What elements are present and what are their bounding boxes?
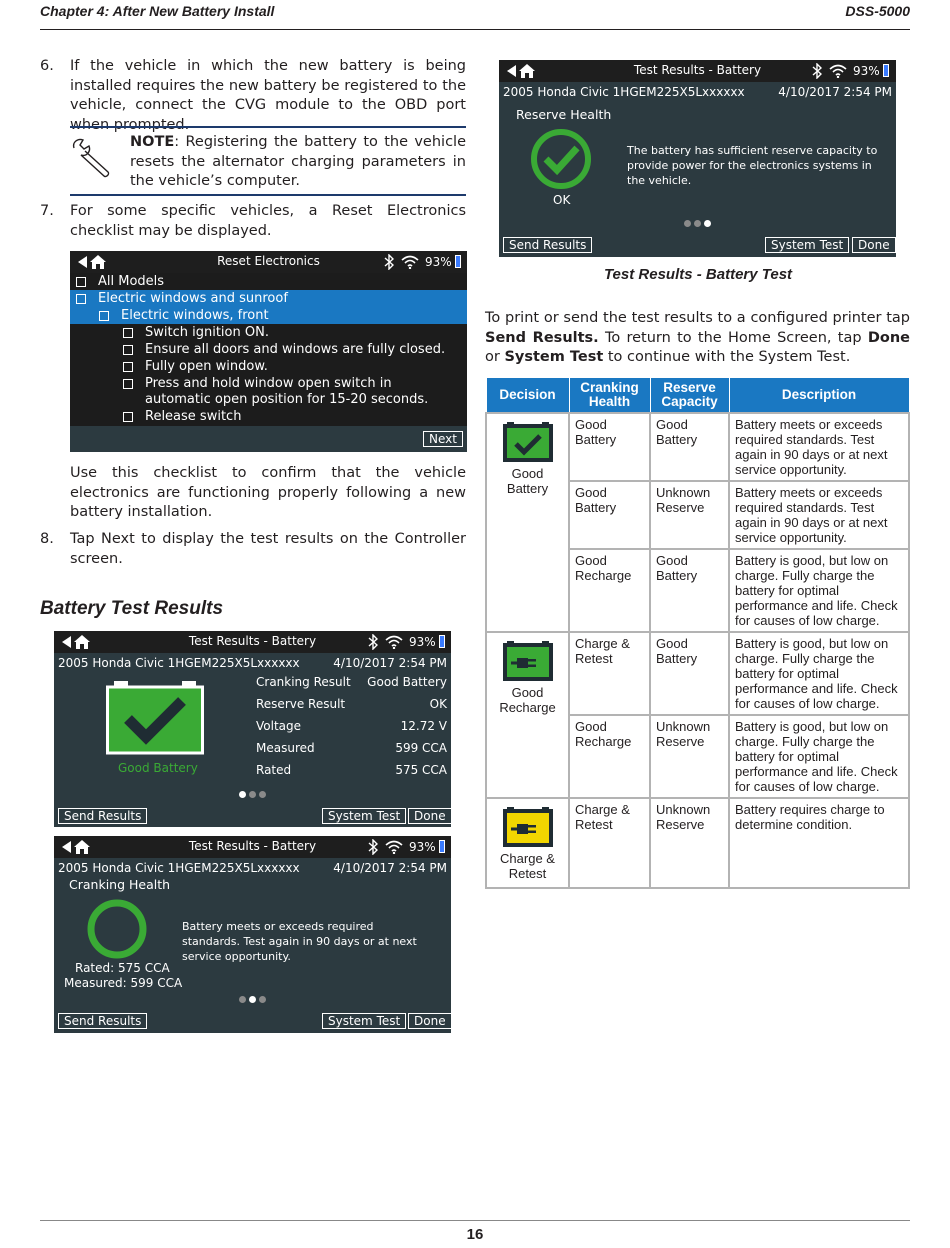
table-row: [486, 632, 909, 715]
reserve-cell: Good Battery: [650, 413, 729, 481]
status-bar: [70, 251, 467, 273]
bluetooth-icon: [812, 63, 822, 79]
screen-title: Reset Electronics: [217, 254, 320, 268]
checklist-item[interactable]: Fully open window.: [123, 359, 268, 375]
send-results-button[interactable]: Send Results: [58, 1013, 147, 1029]
cranking-gauge-icon: [86, 898, 148, 960]
step-text: For some specific vehicles, a Reset Electronics checklist may be displayed.: [70, 203, 466, 239]
bluetooth-icon: [368, 634, 378, 650]
battery-percent: 93%: [409, 635, 436, 649]
result-value: 575 CCA: [395, 763, 447, 777]
ok-check-icon: [530, 128, 592, 190]
panel-heading: Cranking Health: [69, 877, 171, 892]
wifi-icon: [829, 64, 847, 78]
column-header: Description: [729, 378, 909, 414]
section-heading: Battery Test Results: [40, 598, 224, 619]
page-indicator[interactable]: [684, 220, 711, 227]
column-header: Decision: [486, 378, 569, 414]
result-value: 599 CCA: [395, 741, 447, 755]
test-results-screen: [54, 631, 451, 827]
wifi-icon: [401, 255, 419, 269]
product-name: DSS-5000: [845, 3, 910, 19]
result-value: OK: [429, 697, 447, 711]
checklist-item[interactable]: Electric windows and sunroof: [76, 291, 288, 307]
header-rule: [40, 29, 910, 30]
decision-cell: [486, 413, 569, 632]
vehicle-info: 2005 Honda Civic 1HGEM225X5Lxxxxxx: [503, 85, 745, 99]
page-indicator[interactable]: [239, 996, 266, 1003]
cranking-cell: Good Recharge: [569, 715, 650, 798]
test-datetime: 4/10/2017 2:54 PM: [333, 656, 447, 670]
system-test-button[interactable]: System Test: [322, 808, 406, 824]
wrench-icon: [70, 136, 114, 180]
table-row: [486, 798, 909, 888]
cranking-cell: Good Battery: [569, 413, 650, 481]
step-6: [40, 57, 466, 136]
decision-cell: [486, 798, 569, 888]
cranking-health-screen: [54, 836, 451, 1033]
status-bar: [54, 631, 451, 653]
checklist-item[interactable]: Switch ignition ON.: [123, 325, 269, 341]
cranking-cell: Charge & Retest: [569, 798, 650, 888]
step-text: If the vehicle in which the new battery is being installed requires the new battery be registered to the vehicle, connect the CVG module to the OBD port when prompted.: [70, 58, 466, 134]
good-battery-icon: [106, 681, 204, 755]
screen-title: Test Results - Battery: [188, 634, 317, 648]
result-label: Voltage: [256, 719, 302, 733]
reserve-cell: Unknown Reserve: [650, 715, 729, 798]
description-cell: Battery is good, but low on charge. Fully charge the battery for optimal performance and life. Check for causes of low charge.: [729, 632, 909, 715]
decision-label: Good Battery: [506, 466, 549, 496]
wifi-icon: [385, 635, 403, 649]
step-8: [40, 530, 466, 569]
battery-check-icon: [503, 422, 553, 462]
decision-label: Charge & Retest: [500, 851, 555, 881]
battery-icon: [439, 840, 445, 853]
result-label: Measured: [256, 741, 315, 755]
bluetooth-icon: [384, 254, 394, 270]
send-results-button[interactable]: Send Results: [503, 237, 592, 253]
reserve-cell: Good Battery: [650, 632, 729, 715]
result-value: 12.72 V: [400, 719, 447, 733]
battery-icon: [439, 635, 445, 648]
panel-heading: Reserve Health: [516, 107, 612, 122]
battery-percent: 93%: [409, 840, 436, 854]
reserve-message: The battery has sufficient reserve capacity to provide power for the electronics systems in the vehicle.: [627, 144, 878, 187]
done-button[interactable]: Done: [408, 808, 451, 824]
print-paragraph: To print or send the test results to a configured printer tap Send Results. To return to the Home Screen, tap Done or System Test to continue with the System Test.: [485, 310, 910, 366]
battery-status-label: Good Battery: [118, 761, 198, 775]
checklist: [70, 273, 467, 426]
footer-rule: [40, 1220, 910, 1221]
column-header: Cranking Health: [569, 378, 650, 414]
system-test-button[interactable]: System Test: [322, 1013, 406, 1029]
checklist-item[interactable]: Ensure all doors and windows are fully closed.: [123, 342, 445, 358]
cranking-message: Battery meets or exceeds required standards. Test again in 90 days or at next service opportunity.: [182, 920, 417, 963]
step-number: 8.: [40, 531, 54, 547]
bluetooth-icon: [368, 839, 378, 855]
status-bar: [499, 60, 896, 82]
reserve-cell: Unknown Reserve: [650, 798, 729, 888]
battery-charge-icon: [503, 807, 553, 847]
reset-electronics-screen: [70, 251, 467, 452]
step-text: Tap Next to display the test results on the Controller screen.: [70, 531, 466, 567]
checklist-item[interactable]: Press and hold window open switch in automatic open position for 15-20 seconds.: [123, 376, 443, 408]
battery-percent: 93%: [425, 255, 452, 269]
description-cell: Battery meets or exceeds required standards. Test again in 90 days or at next service opportunity.: [729, 481, 909, 549]
rated-value: Rated: 575 CCA: [75, 961, 170, 975]
next-button[interactable]: Next: [423, 431, 463, 447]
screen-title: Test Results - Battery: [633, 63, 762, 77]
page-indicator[interactable]: [239, 791, 266, 798]
battery-icon: [883, 64, 889, 77]
checklist-item[interactable]: Electric windows, front: [99, 308, 269, 324]
checklist-paragraph: Use this checklist to confirm that the vehicle electronics are functioning properly following a new battery installation.: [70, 465, 466, 521]
page-number: 16: [466, 1226, 484, 1243]
decision-table: [485, 377, 910, 889]
send-results-term: Send Results.: [485, 329, 599, 346]
result-label: Reserve Result: [256, 697, 346, 711]
vehicle-info: 2005 Honda Civic 1HGEM225X5Lxxxxxx: [58, 861, 300, 875]
vehicle-info: 2005 Honda Civic 1HGEM225X5Lxxxxxx: [58, 656, 300, 670]
checklist-item[interactable]: Release switch: [123, 409, 241, 425]
chapter-title: Chapter 4: After New Battery Install: [40, 3, 275, 19]
column-header: Reserve Capacity: [650, 378, 729, 414]
battery-icon: [455, 255, 461, 268]
decision-cell: [486, 632, 569, 798]
table-row: [486, 413, 909, 481]
done-button[interactable]: Done: [852, 237, 896, 253]
figure-caption: Test Results - Battery Test: [603, 266, 793, 283]
note-label: NOTE: [130, 134, 175, 150]
reserve-cell: Good Battery: [650, 549, 729, 632]
battery-charge-icon: [503, 641, 553, 681]
note-text: : Registering the battery to the vehicle resets the alternator charging parameters in the vehicle’s computer.: [130, 134, 466, 190]
note-box: [70, 126, 466, 196]
result-label: Cranking Result: [256, 675, 351, 689]
decision-label: Good Recharge: [499, 685, 556, 715]
reserve-status: OK: [553, 193, 571, 207]
step-number: 7.: [40, 203, 54, 219]
description-cell: Battery requires charge to determine condition.: [729, 798, 909, 888]
system-test-term: System Test: [504, 349, 604, 366]
cranking-cell: Good Battery: [569, 481, 650, 549]
step-7: [40, 202, 466, 241]
result-label: Rated: [256, 763, 292, 777]
checklist-item[interactable]: All Models: [76, 274, 164, 290]
description-cell: Battery is good, but low on charge. Fully charge the battery for optimal performance and life. Check for causes of low charge.: [729, 715, 909, 798]
measured-value: Measured: 599 CCA: [64, 976, 183, 990]
step-number: 6.: [40, 58, 54, 74]
result-value: Good Battery: [367, 675, 447, 689]
description-cell: Battery meets or exceeds required standards. Test again in 90 days or at next service opportunity.: [729, 413, 909, 481]
done-term: Done: [867, 329, 910, 346]
reserve-health-screen: [499, 60, 896, 257]
test-datetime: 4/10/2017 2:54 PM: [333, 861, 447, 875]
done-button[interactable]: Done: [408, 1013, 451, 1029]
cranking-cell: Good Recharge: [569, 549, 650, 632]
battery-percent: 93%: [853, 64, 880, 78]
description-cell: Battery is good, but low on charge. Fully charge the battery for optimal performance and life. Check for causes of low charge.: [729, 549, 909, 632]
system-test-button[interactable]: System Test: [765, 237, 849, 253]
send-results-button[interactable]: Send Results: [58, 808, 147, 824]
reserve-cell: Unknown Reserve: [650, 481, 729, 549]
status-bar: [54, 836, 451, 858]
test-datetime: 4/10/2017 2:54 PM: [778, 85, 892, 99]
screen-title: Test Results - Battery: [188, 839, 317, 853]
wifi-icon: [385, 840, 403, 854]
cranking-cell: Charge & Retest: [569, 632, 650, 715]
